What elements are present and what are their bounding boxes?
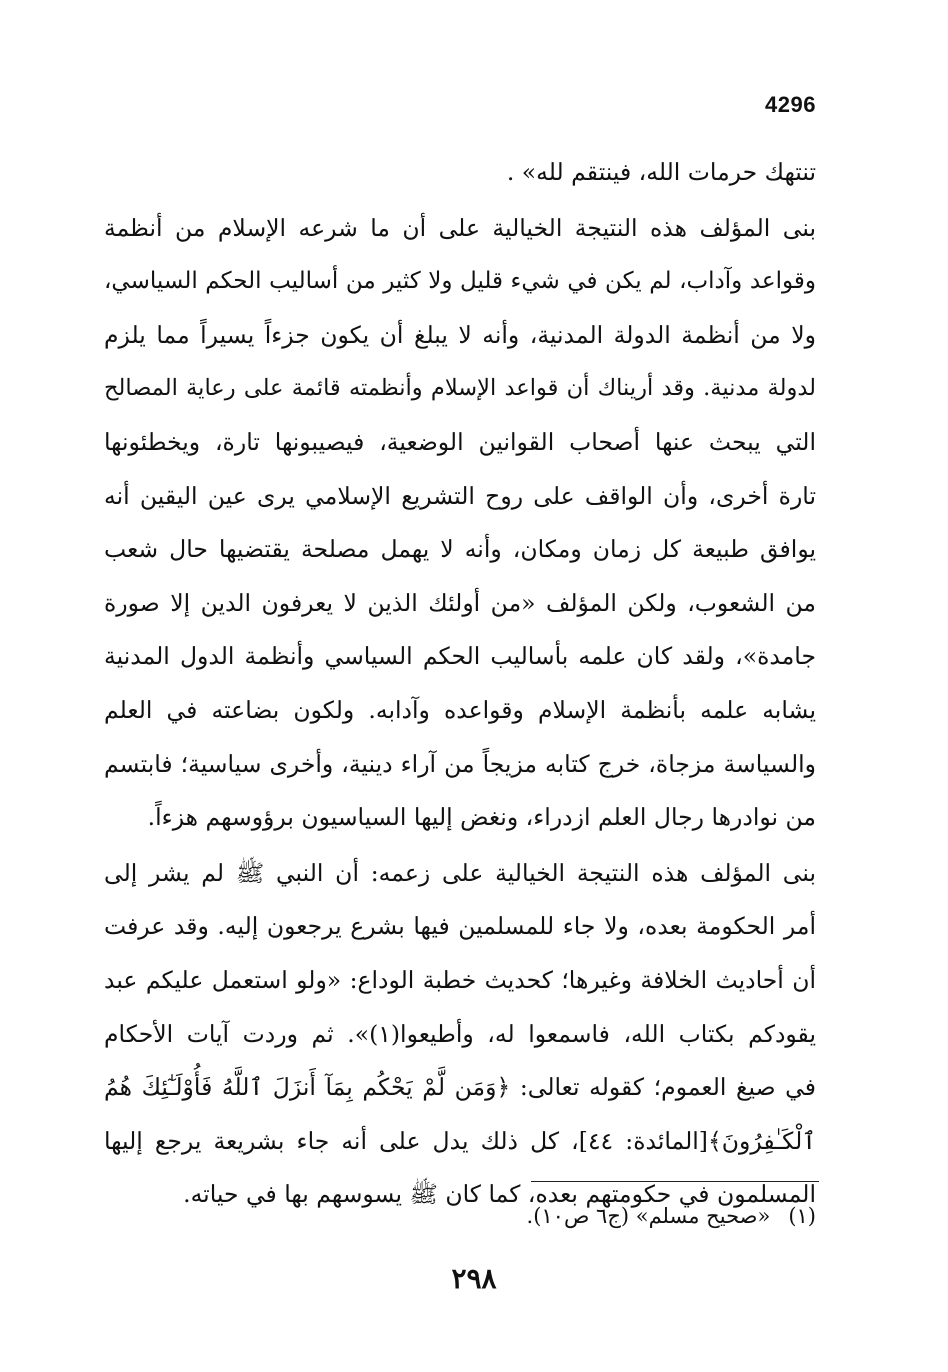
text-line: يوافق طبيعة كل زمان ومكان، وأنه لا يهمل مصلحة يقتضيها حال شعب xyxy=(104,535,816,564)
text-line: في صيغ العموم؛ كقوله تعالى: ﴿وَمَن لَّمْ يَحْكُم بِمَآ أَنزَلَ ٱللَّهُ فَأُوْلَـٰٓئِكَ هُمُ xyxy=(104,1073,816,1102)
text-line: جامدة»، ولقد كان علمه بأساليب الحكم السياسي وأنظمة الدول المدنية xyxy=(104,642,816,671)
text-line: المسلمون في حكومتهم بعده، كما كان ﷺ يسوسهم بها في حياته. xyxy=(183,1180,816,1209)
text-line: ٱلْكَـٰفِرُونَ﴾[المائدة: ٤٤]، كل ذلك يدل على أنه جاء بشريعة يرجع إليها xyxy=(104,1126,817,1155)
text-line: لدولة مدنية. وقد أريناك أن قواعد الإسلام وأنظمته قائمة على رعاية المصالح xyxy=(104,375,816,402)
text-line: بنى المؤلف هذه النتيجة الخيالية على أن ما شرعه الإسلام من أنظمة xyxy=(104,213,816,242)
footnote-number: (١) xyxy=(788,1204,816,1228)
page-number: ٢٩٨ xyxy=(451,1262,497,1295)
text-line: من الشعوب، ولكن المؤلف «من أولئك الذين لا يعرفون الدين إلا صورة xyxy=(104,588,816,617)
footnote-divider xyxy=(531,1181,819,1182)
text-line: والسياسة مزجاة، خرج كتابه مزيجاً من آراء دينية، وأخرى سياسية؛ فابتسم xyxy=(104,749,816,778)
text-line: وقواعد وآداب، لم يكن في شيء قليل ولا كثير من أساليب الحكم السياسي، xyxy=(104,268,816,295)
text-line: تنتهك حرمات الله، فينتقم لله» . xyxy=(506,158,816,186)
page-id: 4296 xyxy=(765,92,816,117)
footnote xyxy=(527,1198,816,1234)
text-line: من نوادرها رجال العلم ازدراء، ونغض إليها السياسيون برؤوسهم هزءاً. xyxy=(147,803,816,832)
text-line: تارة أخرى، وأن الواقف على روح التشريع الإسلامي يرى عين اليقين أنه xyxy=(104,481,816,510)
text-line: بنى المؤلف هذه النتيجة الخيالية على زعمه: أن النبي ﷺ لم يشر إلى xyxy=(104,858,816,887)
text-line: ولا من أنظمة الدولة المدنية، وأنه لا يبلغ أن يكون جزءاً يسيراً مما يلزم xyxy=(104,320,816,349)
text-line: أن أحاديث الخلافة وغيرها؛ كحديث خطبة الوداع: «ولو استعمل عليكم عبد xyxy=(104,965,816,994)
footnote-text: «صحيح مسلم» (ج٦ ص١٠). xyxy=(526,1204,771,1228)
text-line: يشابه علمه بأنظمة الإسلام وقواعده وآدابه. ولكون بضاعته في العلم xyxy=(104,695,816,724)
text-line: أمر الحكومة بعده، ولا جاء للمسلمين فيها بشرع يرجعون إليه. وقد عرفت xyxy=(104,912,816,941)
text-line: التي يبحث عنها أصحاب القوانين الوضعية، فيصيبونها تارة، ويخطئونها xyxy=(104,427,816,456)
body-text xyxy=(104,146,816,1222)
text-line: يقودكم بكتاب الله، فاسمعوا له، وأطيعوا(١)». ثم وردت آيات الأحكام xyxy=(104,1019,816,1048)
